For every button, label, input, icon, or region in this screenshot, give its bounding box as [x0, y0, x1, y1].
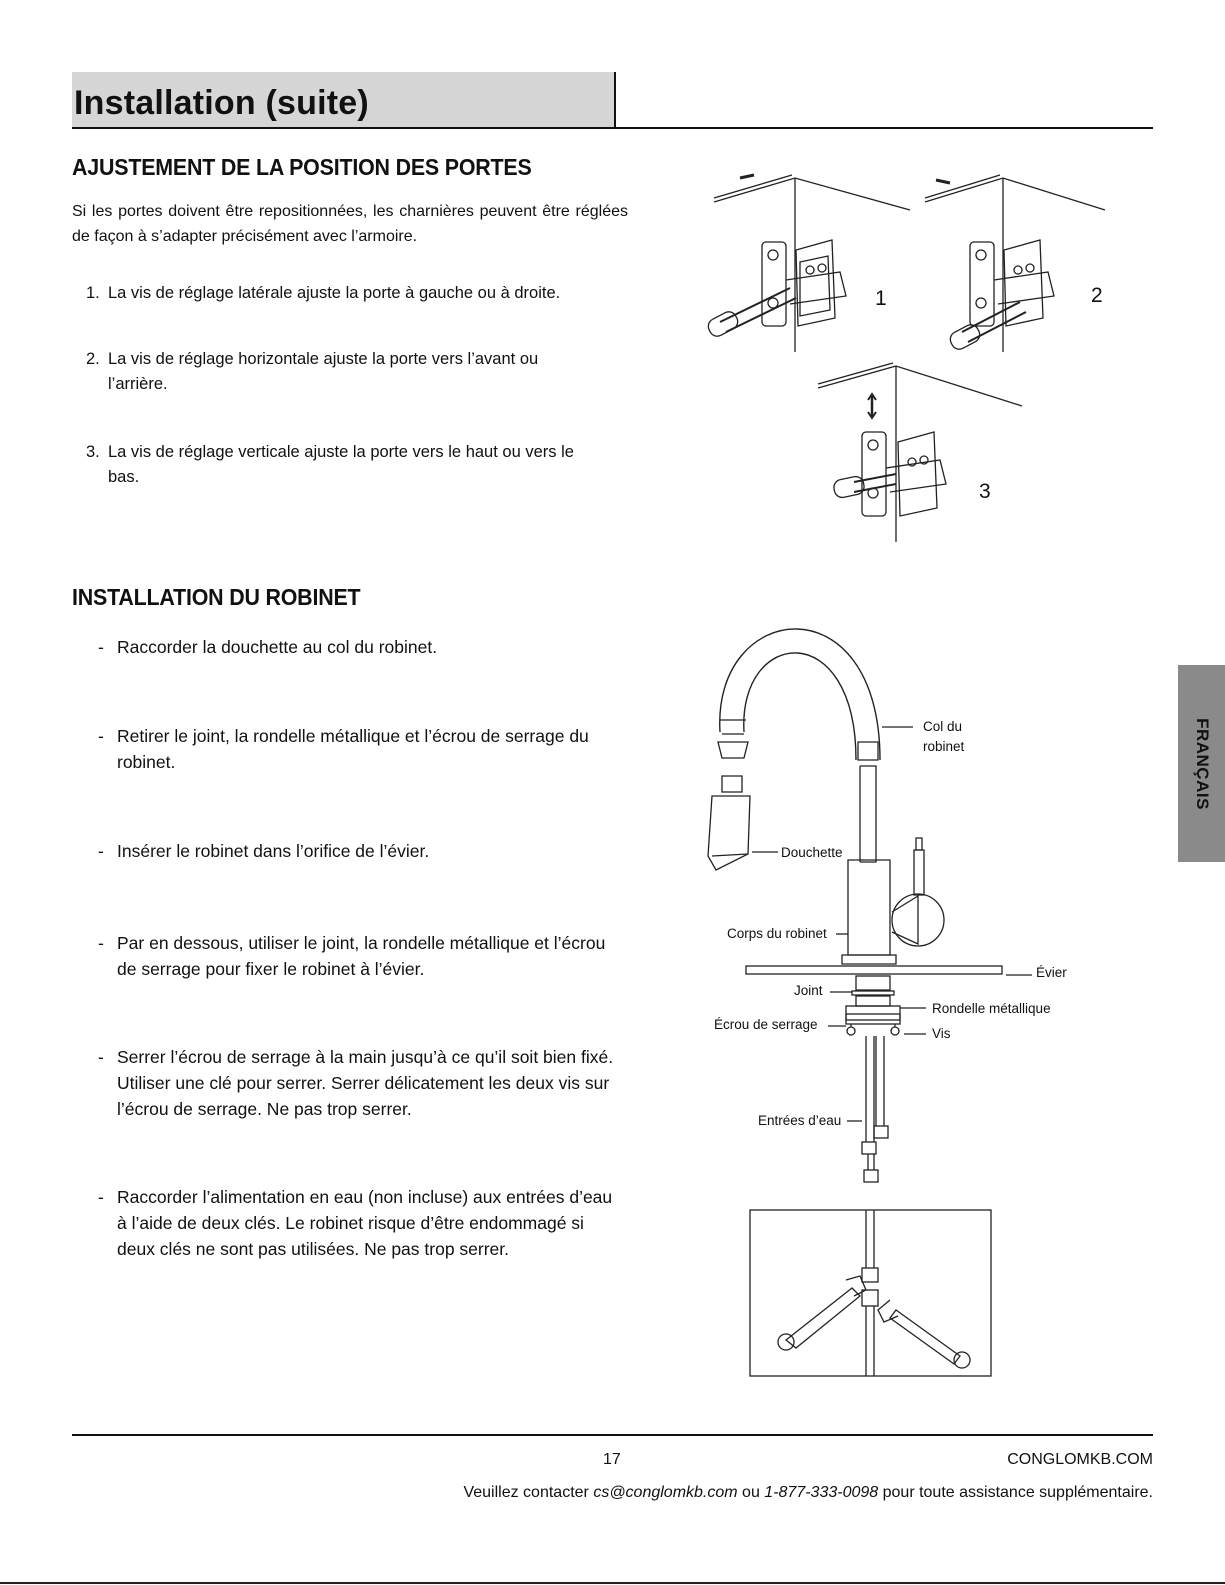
label-rondelle: Rondelle métallique	[932, 1001, 1051, 1016]
step-text: La vis de réglage horizontale ajuste la porte vers l’avant ou	[108, 350, 539, 368]
label-col-robinet-2: robinet	[923, 739, 965, 754]
label-entrees: Entrées d’eau	[758, 1113, 842, 1128]
label-col-robinet-1: Col du	[923, 719, 963, 734]
label-vis: Vis	[932, 1026, 951, 1041]
bullet-text: Par en dessous, utiliser le joint, la rondelle métallique et l’écrou	[117, 933, 606, 953]
contact-line	[463, 1484, 1153, 1502]
label-corps: Corps du robinet	[727, 926, 827, 941]
figure-label-3: 3	[979, 480, 991, 503]
bullet-dash: -	[98, 637, 104, 657]
bullet-text: Serrer l’écrou de serrage à la main jusqu’à ce qu’il soit bien fixé.	[117, 1047, 614, 1067]
bullet-text: deux clés ne sont pas utilisées. Ne pas trop serrer.	[117, 1239, 510, 1259]
figure-label-1: 1	[875, 287, 887, 310]
website-link[interactable]: CONGLOMKB.COM	[1007, 1451, 1153, 1468]
doors-intro: Si les portes doivent être repositionnées, les charnières peuvent être réglées de façon à s’adapter précisément avec l’armoire.	[72, 203, 628, 245]
bullet-dash: -	[98, 1187, 104, 1207]
bullet-text: de serrage pour fixer le robinet à l’évier.	[117, 959, 425, 979]
page-title: Installation (suite)	[74, 84, 369, 122]
wrench-inset	[750, 1210, 991, 1376]
page-number: 17	[603, 1451, 621, 1468]
figure-label-2: 2	[1091, 284, 1103, 307]
bullet-text: Raccorder la douchette au col du robinet.	[117, 637, 438, 657]
language-tab-label: FRANÇAIS	[1192, 717, 1212, 810]
language-tab	[1178, 665, 1225, 862]
bullet-text: Utiliser une clé pour serrer. Serrer délicatement les deux vis sur	[117, 1073, 610, 1093]
bullet-text: l’écrou de serrage. Ne pas trop serrer.	[117, 1099, 412, 1119]
contact-prefix: Veuillez contacter	[463, 1484, 594, 1501]
label-evier: Évier	[1036, 965, 1067, 980]
step-number: 3.	[86, 443, 100, 461]
contact-mid: ou	[737, 1484, 765, 1501]
bullet-dash: -	[98, 726, 104, 746]
bullet-dash: -	[98, 933, 104, 953]
faucet-heading: INSTALLATION DU ROBINET	[72, 584, 361, 610]
contact-phone[interactable]: 1-877-333-0098	[764, 1484, 879, 1501]
bullet-text: robinet.	[117, 752, 176, 772]
label-douchette: Douchette	[781, 845, 843, 860]
step-number: 1.	[86, 284, 100, 302]
label-joint: Joint	[794, 983, 823, 998]
bullet-dash: -	[98, 841, 104, 861]
bullet-text: Retirer le joint, la rondelle métallique et l’écrou de serrage du	[117, 726, 589, 746]
step-text: La vis de réglage latérale ajuste la porte à gauche ou à droite.	[108, 284, 561, 302]
footer-rule	[72, 1434, 1153, 1436]
doors-heading: AJUSTEMENT DE LA POSITION DES PORTES	[72, 154, 532, 180]
contact-email[interactable]: cs@conglomkb.com	[593, 1484, 738, 1501]
page-edge-rule	[0, 1582, 1225, 1584]
contact-suffix: pour toute assistance supplémentaire.	[878, 1484, 1153, 1501]
label-ecrou: Écrou de serrage	[714, 1017, 818, 1032]
bullet-text: à l’aide de deux clés. Le robinet risque d’être endommagé si	[117, 1213, 584, 1233]
step-text: l’arrière.	[108, 375, 168, 393]
step-text: bas.	[108, 468, 140, 486]
step-text: La vis de réglage verticale ajuste la porte vers le haut ou vers le	[108, 443, 574, 461]
bullet-text: Insérer le robinet dans l’orifice de l’évier.	[117, 841, 430, 861]
bullet-dash: -	[98, 1047, 104, 1067]
step-number: 2.	[86, 350, 100, 368]
bullet-text: Raccorder l’alimentation en eau (non incluse) aux entrées d’eau	[117, 1187, 613, 1207]
